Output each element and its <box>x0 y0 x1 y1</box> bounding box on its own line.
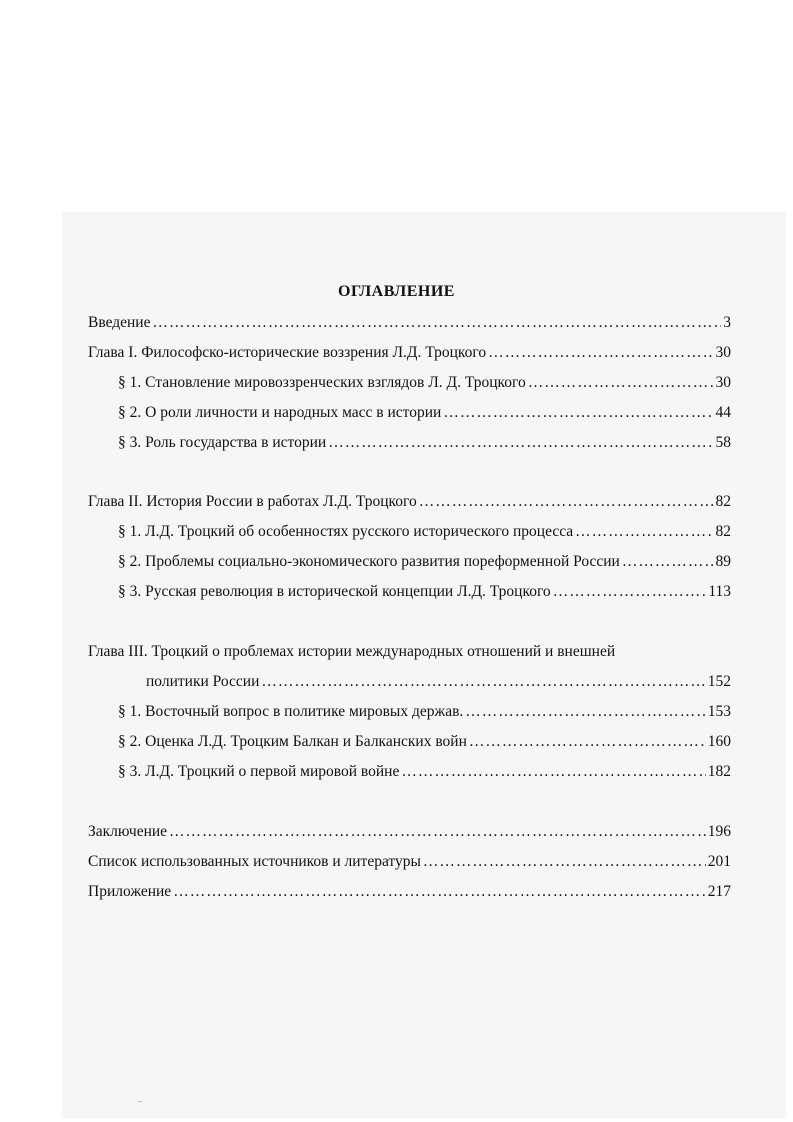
toc-entry-chapter-2[interactable] <box>88 492 731 512</box>
toc-entry-introduction[interactable] <box>88 313 731 333</box>
leader-dots <box>419 492 714 512</box>
leader-dots <box>423 852 706 872</box>
toc-entry-section-2-1[interactable] <box>118 522 731 542</box>
toc-entry-section-1-3[interactable] <box>118 433 731 453</box>
toc-entry-label: Глава II. История России в работах Л.Д. Троцкого <box>88 493 417 510</box>
toc-entry-label: § 1. Восточный вопрос в политике мировых держав. <box>118 703 464 720</box>
leader-dots <box>469 732 706 752</box>
toc-entry-label: § 3. Русская революция в исторической концепции Л.Д. Троцкого <box>118 583 551 600</box>
toc-entry-page: 113 <box>708 583 731 600</box>
toc-entry-section-1-1[interactable] <box>118 373 731 393</box>
toc-entry-page: 44 <box>715 404 731 421</box>
leader-dots <box>622 552 714 572</box>
toc-entry-label: Глава I. Философско-исторические воззрения Л.Д. Троцкого <box>88 344 487 361</box>
toc-entry-chapter-1[interactable] <box>88 343 731 363</box>
toc-entry-label: § 2. Проблемы социально-экономического развития пореформенной России <box>118 553 620 570</box>
toc-entry-page: 217 <box>707 883 731 900</box>
toc-entry-conclusion[interactable] <box>88 822 731 842</box>
toc-entry-page: 3 <box>723 314 731 331</box>
toc-entry-page: 30 <box>715 344 731 361</box>
toc-entry-page: 160 <box>707 733 731 750</box>
toc-entry-label: Заключение <box>88 823 168 840</box>
toc-entry-label: § 1. Становление мировоззренческих взглядов Л. Д. Троцкого <box>118 374 526 391</box>
toc-entry-label: Список использованных источников и литературы <box>88 853 421 870</box>
leader-dots <box>328 433 713 453</box>
page-title: ОГЛАВЛЕНИЕ <box>338 283 455 300</box>
leader-dots <box>152 313 721 333</box>
leader-dots <box>488 343 713 363</box>
leader-dots <box>575 522 713 542</box>
leader-dots <box>465 702 705 722</box>
leader-dots <box>443 403 713 423</box>
toc-entry-section-3-3[interactable] <box>118 762 731 782</box>
toc-entry-page: 196 <box>707 823 731 840</box>
toc-entry-label: § 3. Роль государства в истории <box>118 434 327 451</box>
toc-entry-label: политики России <box>146 673 260 690</box>
leader-dots <box>401 762 705 782</box>
toc-entry-label: § 3. Л.Д. Троцкий о первой мировой войне <box>118 763 400 780</box>
toc-entry-section-3-1[interactable] <box>118 702 731 722</box>
toc-entry-bibliography[interactable] <box>88 852 731 872</box>
leader-dots <box>261 672 705 692</box>
toc-entry-page: 182 <box>707 763 731 780</box>
leader-dots <box>173 882 706 902</box>
leader-dots <box>528 373 714 393</box>
toc-entry-page: 153 <box>707 703 731 720</box>
toc-entry-page: 82 <box>715 493 731 510</box>
toc-entry-page: 58 <box>715 434 731 451</box>
toc-entry-section-2-3[interactable] <box>118 582 731 602</box>
toc-entry-label: Введение <box>88 314 151 331</box>
toc-entry-appendix[interactable] <box>88 882 731 902</box>
toc-entry-page: 152 <box>707 673 731 690</box>
toc-entry-section-2-2[interactable] <box>118 552 731 572</box>
toc-entry-page: 89 <box>715 553 731 570</box>
toc-entry-section-1-2[interactable] <box>118 403 731 423</box>
leader-dots <box>553 582 707 602</box>
toc-entry-label: Приложение <box>88 883 172 900</box>
leader-dots <box>169 822 706 842</box>
toc-entry-label: § 2. Оценка Л.Д. Троцким Балкан и Балканских войн <box>118 733 467 750</box>
toc-entry-chapter-3-line-2[interactable] <box>146 672 731 692</box>
toc-entry-page: 201 <box>707 853 731 870</box>
toc-entry-label: § 2. О роли личности и народных масс в истории <box>118 404 442 421</box>
toc-entry-page: 30 <box>715 374 731 391</box>
scan-artifact <box>138 1101 142 1102</box>
toc-entry-label: § 1. Л.Д. Троцкий об особенностях русского исторического процесса <box>118 523 574 540</box>
toc-entry-chapter-3-line-1[interactable]: Глава III. Троцкий о проблемах истории международных отношений и внешней <box>88 643 616 660</box>
toc-entry-page: 82 <box>715 523 731 540</box>
toc-entry-section-3-2[interactable] <box>118 732 731 752</box>
